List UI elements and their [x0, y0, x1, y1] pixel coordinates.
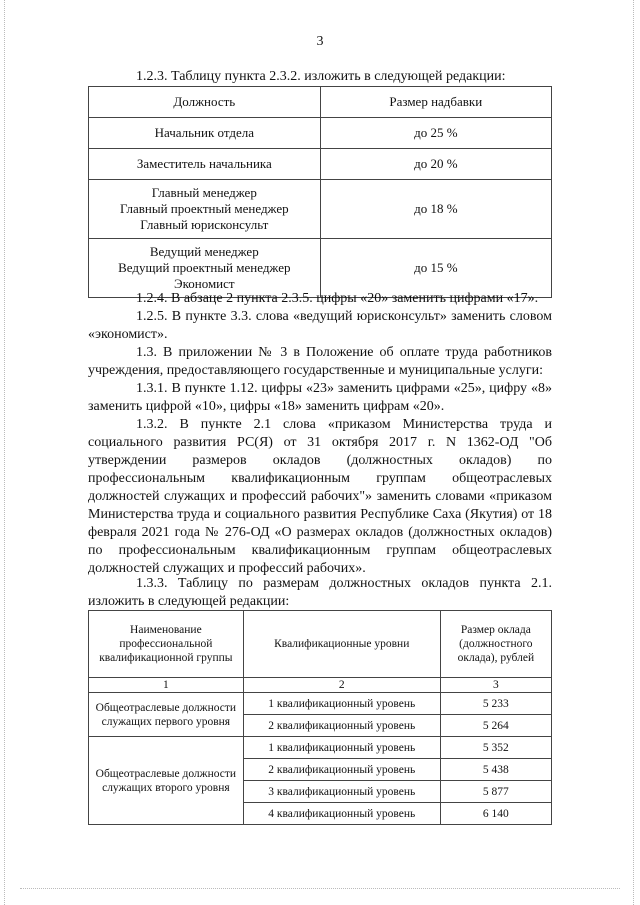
scan-edge-right [633, 0, 635, 905]
header-bonus: Размер надбавки [320, 87, 551, 118]
position-cell [89, 180, 321, 239]
paragraph-1-3-1: 1.3.1. В пункте 1.12. цифры «23» заменить цифрами «25», цифру «8» заменить цифрой «10», цифры «18» заменить цифрам «20». [88, 381, 552, 414]
column-number: 1 [89, 678, 244, 693]
position-line: Ведущий проектный менеджер [118, 260, 291, 275]
paragraph-1-2-4: 1.2.4. В абзаце 2 пункта 2.3.5. цифры «20» заменить цифрами «17». [136, 291, 539, 306]
group-name-cell: Общеотраслевые должности служащих первого уровня [89, 693, 244, 737]
position-line: Главный проектный менеджер [119, 201, 289, 216]
bonus-table [88, 86, 552, 298]
level-cell: 1 квалификационный уровень [243, 737, 440, 759]
position-line: Главный юрисконсульт [140, 217, 269, 232]
header-group-name: Наименование профессиональной квалификационной группы [89, 611, 244, 678]
table-header-row [89, 611, 552, 678]
position-cell [89, 149, 321, 180]
section-1-2-3-heading: 1.2.3. Таблицу пункта 2.3.2. изложить в следующей редакции: [136, 69, 506, 84]
bonus-cell: до 25 % [320, 118, 551, 149]
position-cell [89, 239, 321, 298]
level-cell: 1 квалификационный уровень [243, 693, 440, 715]
table-row [89, 693, 552, 715]
paragraphs-block [88, 290, 552, 578]
table-row [89, 737, 552, 759]
salary-cell: 5 438 [440, 759, 551, 781]
table-row [89, 180, 552, 239]
scan-edge-left [4, 0, 6, 905]
header-qual-levels: Квалификационные уровни [243, 611, 440, 678]
salary-cell: 6 140 [440, 803, 551, 825]
group-name-cell: Общеотраслевые должности служащих второго уровня [89, 737, 244, 825]
column-number: 3 [440, 678, 551, 693]
salary-cell: 5 264 [440, 715, 551, 737]
header-salary: Размер оклада (должностного оклада), рублей [440, 611, 551, 678]
level-cell: 4 квалификационный уровень [243, 803, 440, 825]
position-line: Ведущий менеджер [149, 244, 259, 259]
column-number: 2 [243, 678, 440, 693]
bonus-cell: до 15 % [320, 239, 551, 298]
page-number: 3 [316, 34, 324, 49]
position-line: Экономист [174, 276, 235, 291]
salary-cell: 5 877 [440, 781, 551, 803]
level-cell: 2 квалификационный уровень [243, 759, 440, 781]
paragraph-1-3-2: 1.3.2. В пункте 2.1 слова «приказом Министерства труда и социального развития РС(Я) от 31 октября 2017 г. N 1362-ОД "Об утверждении размеров окладов (должностных окладов) по профессиональным квалификационным группам общеотраслевых должностей служащих и профессий рабочих"» заменить словами «приказом Министерства труда и социального развития Республике Саха (Якутия) от 18 февраля 2021 года № 276-ОД «О размерах окладов (должностных окладов) по профессиональным квалификационным группам общеотраслевых должностей служащих и профессий рабочих». [88, 417, 552, 576]
table-row [89, 118, 552, 149]
bonus-cell: до 20 % [320, 149, 551, 180]
level-cell: 3 квалификационный уровень [243, 781, 440, 803]
table-row [89, 239, 552, 298]
position-line: Заместитель начальника [136, 156, 272, 171]
paragraph-1-3: 1.3. В приложении № 3 в Положение об оплате труда работников учреждения, предоставляющего государственные и муниципальные услуги: [88, 345, 552, 378]
position-line: Главный менеджер [151, 185, 257, 200]
header-position: Должность [89, 87, 321, 118]
paragraph-1-3-3: 1.3.3. Таблицу по размерам должностных окладов пункта 2.1. изложить в следующей редакции: [88, 576, 552, 609]
table-header-row [89, 87, 552, 118]
paragraph-1-2-5: 1.2.5. В пункте 3.3. слова «ведущий юрисконсульт» заменить словом «экономист». [88, 309, 552, 342]
salary-cell: 5 352 [440, 737, 551, 759]
position-line: Начальник отдела [154, 125, 255, 140]
scan-edge-bottom [20, 888, 620, 889]
column-number-row [89, 678, 552, 693]
position-cell [89, 118, 321, 149]
level-cell: 2 квалификационный уровень [243, 715, 440, 737]
salary-cell: 5 233 [440, 693, 551, 715]
table-row [89, 149, 552, 180]
bonus-cell: до 18 % [320, 180, 551, 239]
salary-table [88, 610, 552, 825]
